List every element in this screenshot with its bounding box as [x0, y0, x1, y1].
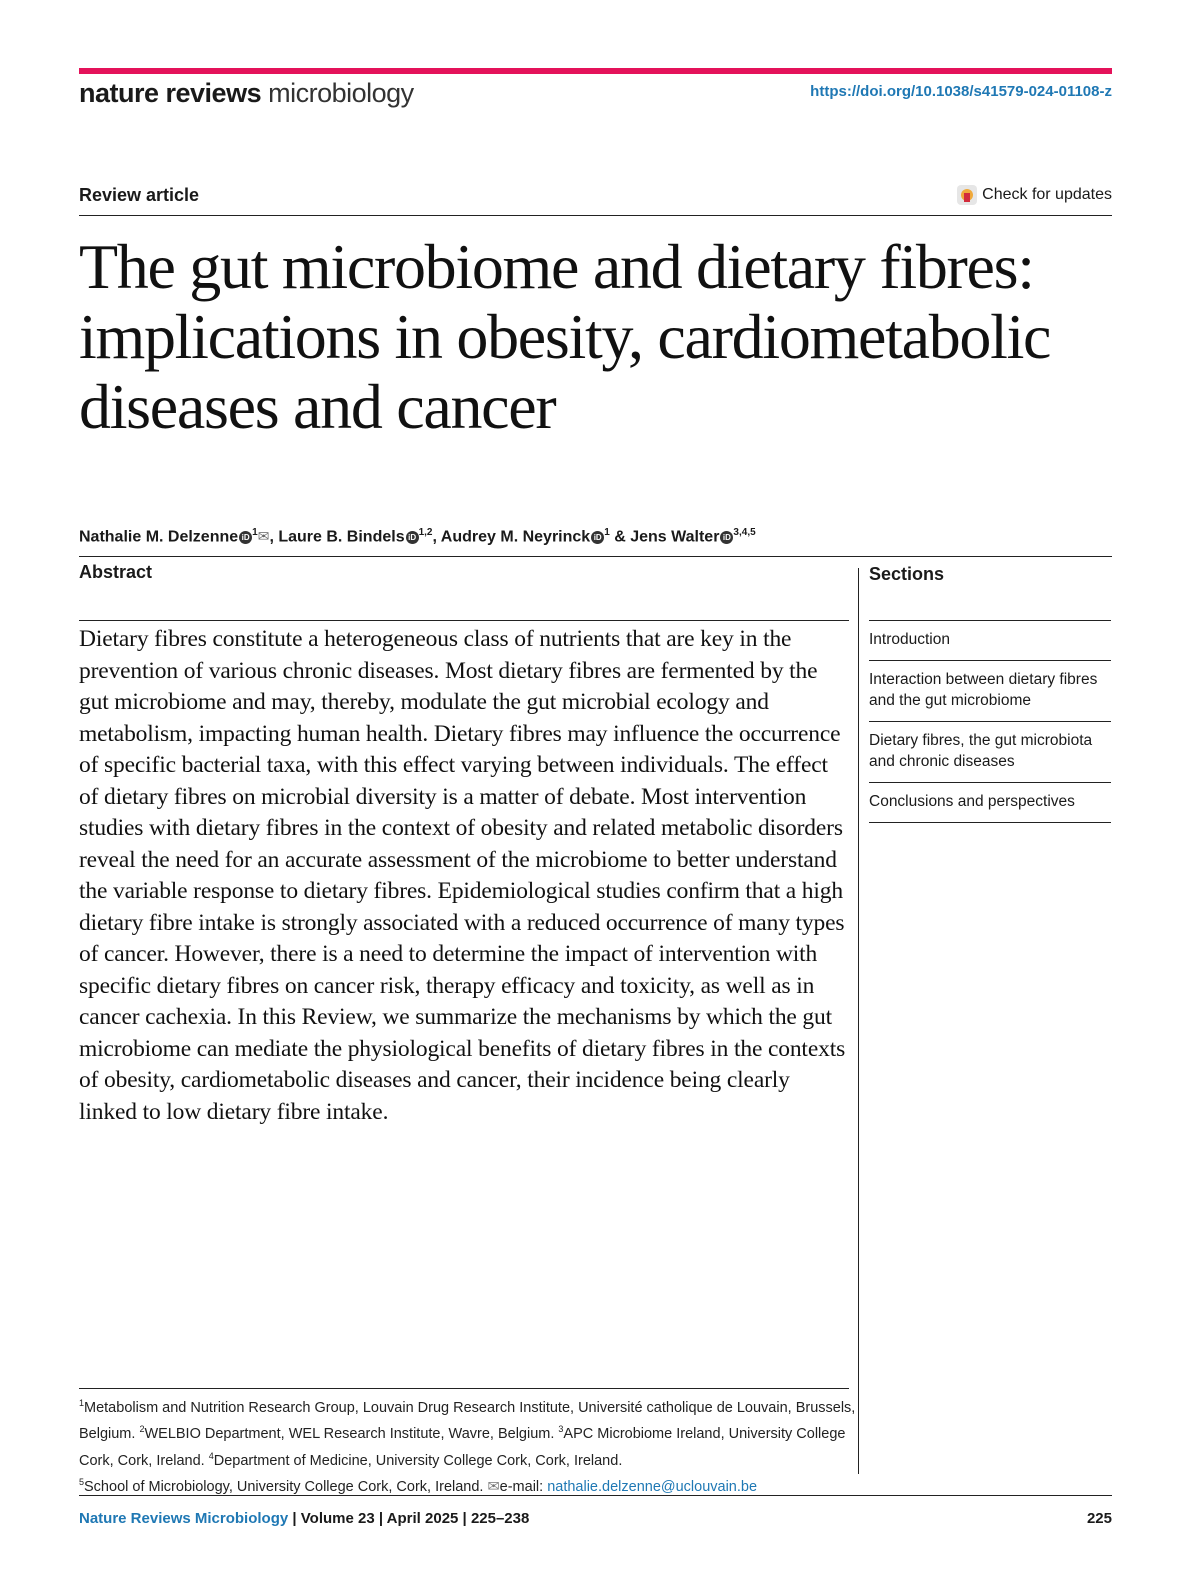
check-updates-label: Check for updates [982, 186, 1112, 203]
author-list: Nathalie M. Delzenne iD $^1$✉, Laure B. Bindels iD $^{1,2}$, Audrey M. Neyrinck iD $^1$ & Jens Walter iD $^{3,4,5}$ [79, 527, 756, 546]
author-affiliation-sup: 1,2 [418, 527, 433, 538]
affiliation-sup: 5 [79, 1476, 85, 1487]
abstract-text: Dietary fibres constitute a heterogeneous class of nutrients that are key in the prevention of various chronic diseases. Most dietary fibres are fermented by the gut microbiome and may, thereby, modulate the gut microbial ecology and metabolism, impacting human health. Dietary fibres may influence the occurrence of specific bacterial taxa, with this effect varying between individuals. The effect of dietary fibres on microbial diversity is a matter of debate. Most intervention studies with dietary fibres in the context of obesity and related metabolic disorders reveal the need for an accurate assessment of the microbiome to better understand the variable response to dietary fibres. Epidemiological studies confirm that a high dietary fibre intake is strongly associated with a reduced occurrence of many types of cancer. However, there is a need to determine the impact of intervention with specific dietary fibres on cancer risk, therapy efficacy and toxicity, as well as in cancer cachexia. In this Review, we summarize the mechanisms by which the gut microbiome can mediate the physiological benefits of dietary fibres in the contexts of obesity, cardiometabolic diseases and cancer, their incidence being clearly linked to low dietary fibre intake. [79, 626, 846, 1125]
brand-bold: nature reviews [79, 78, 262, 108]
footer-pages: 225–238 [470, 1510, 530, 1527]
check-updates-button[interactable] [957, 185, 1112, 205]
email-link[interactable]: nathalie.delzenne@uclouvain.be [547, 1478, 758, 1495]
envelope-icon[interactable]: ✉ [257, 528, 270, 545]
affiliations [79, 1393, 859, 1498]
footer-citation: Nature Reviews Microbiology | Volume 23 | April 2025 | 225–238 [79, 1510, 530, 1527]
section-link-chronic-diseases[interactable]: Dietary fibres, the gut microbiota and chronic diseases [869, 721, 1111, 782]
brand-light: microbiology [268, 78, 414, 108]
affiliation-text: WELBIO Department, WEL Research Institute, Wavre, Belgium. [144, 1426, 555, 1443]
sections-heading: Sections [869, 564, 945, 584]
orcid-icon[interactable]: iD [720, 531, 733, 544]
divider [79, 620, 849, 621]
author-affiliation-sup: 1 [604, 527, 610, 538]
section-link-interaction[interactable]: Interaction between dietary fibres and the gut microbiome [869, 660, 1111, 721]
affiliation-text: Department of Medicine, University College Cork, Cork, Ireland. [213, 1452, 623, 1469]
doi-link[interactable]: https://doi.org/10.1038/s41579-024-01108-z [810, 83, 1112, 100]
affiliation-text: School of Microbiology, University College Cork, Cork, Ireland. [84, 1478, 484, 1495]
affiliation-sup: 1 [79, 1398, 85, 1408]
divider [79, 215, 1112, 216]
affiliation-sup: 2 [139, 1424, 145, 1435]
section-link-conclusions[interactable]: Conclusions and perspectives [869, 782, 1111, 823]
article-title: The gut microbiome and dietary fibres: implications in obesity, cardiometabolic diseases and cancer [79, 231, 1051, 442]
affiliation-sup: 4 [208, 1450, 214, 1461]
author-affiliation-sup: 3,4,5 [733, 527, 756, 538]
sections-nav [869, 620, 1111, 823]
check-updates-icon [957, 185, 977, 205]
footer-volume: Volume 23 [300, 1510, 375, 1527]
footer-date: April 2025 [386, 1510, 459, 1527]
envelope-icon: ✉ [487, 1478, 500, 1495]
column-divider [858, 568, 859, 1474]
journal-brand[interactable] [79, 78, 414, 109]
divider [79, 1388, 849, 1389]
orcid-icon[interactable]: iD [239, 531, 252, 544]
section-link-introduction[interactable]: Introduction [869, 620, 1111, 660]
divider [79, 556, 1112, 557]
author-name[interactable]: Nathalie M. Delzenne [79, 528, 239, 546]
orcid-icon[interactable]: iD [591, 531, 604, 544]
page-number: 225 [1086, 1510, 1112, 1527]
footer-journal-link[interactable]: Nature Reviews Microbiology [79, 1510, 289, 1527]
affiliation-sup: 3 [558, 1424, 564, 1435]
abstract-heading: Abstract [79, 562, 153, 582]
orcid-icon[interactable]: iD [406, 531, 419, 544]
author-affiliation-sup: 1 [252, 527, 258, 538]
affiliation-text: Metabolism and Nutrition Research Group, Louvain Drug Research Institute, Université catholique de Louvain, Brussels, Belgium. [79, 1399, 856, 1443]
author-name[interactable]: Laure B. Bindels [278, 528, 405, 546]
email-label: e-mail: [499, 1478, 544, 1495]
author-name[interactable]: Audrey M. Neyrinck [440, 528, 591, 546]
author-name[interactable]: Jens Walter [630, 528, 720, 546]
top-accent-bar [79, 68, 1112, 74]
article-type: Review article [79, 185, 200, 205]
divider [79, 1495, 1112, 1496]
affiliation-text: APC Microbiome Ireland, University College Cork, Cork, Ireland. [79, 1426, 846, 1469]
